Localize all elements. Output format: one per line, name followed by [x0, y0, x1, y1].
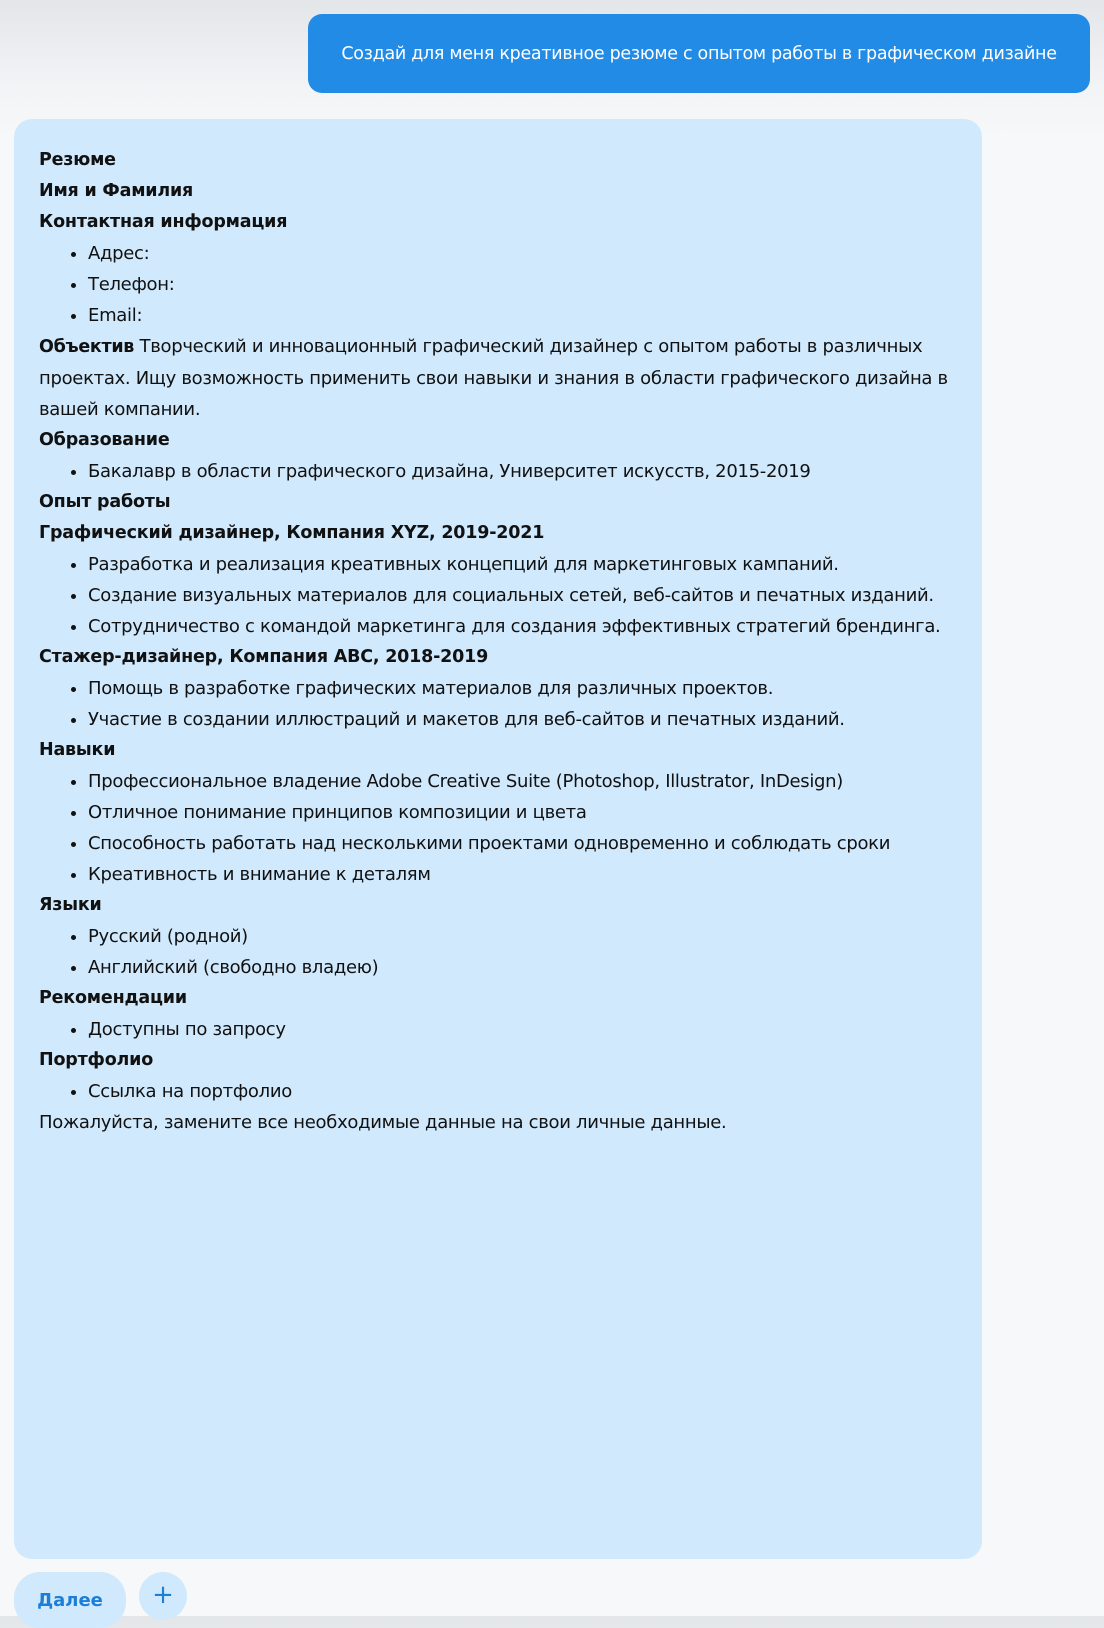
job-title: Графический дизайнер, Компания XYZ, 2019-2021: [39, 523, 545, 543]
languages-list: [39, 921, 957, 983]
add-button[interactable]: [139, 1572, 187, 1620]
resume-name: Имя и Фамилия: [39, 181, 194, 201]
plus-icon: +: [152, 1580, 174, 1610]
contact-list: [39, 238, 957, 331]
contact-heading: Контактная информация: [39, 212, 288, 232]
job-duties-list: [39, 549, 957, 642]
list-item: • Профессиональное владение Adobe Creative Suite (Photoshop, Illustrator, InDesign): [88, 766, 957, 797]
resume-title: Резюме: [39, 150, 116, 170]
list-item: • Помощь в разработке графических материалов для различных проектов.: [88, 673, 957, 704]
list-item: • Отличное понимание принципов композиции и цвета: [88, 797, 957, 828]
references-heading: Рекомендации: [39, 988, 187, 1008]
education-list: [39, 456, 957, 487]
portfolio-heading: Портфолио: [39, 1050, 154, 1070]
user-message-text: Создай для меня креативное резюме с опытом работы в графическом дизайне: [341, 43, 1057, 64]
skills-heading: Навыки: [39, 740, 116, 760]
list-item: • Креативность и внимание к деталям: [88, 859, 957, 890]
languages-heading: Языки: [39, 895, 102, 915]
references-list: [39, 1014, 957, 1045]
list-item: • Создание визуальных материалов для социальных сетей, веб-сайтов и печатных изданий.: [88, 580, 957, 611]
list-item: • Доступны по запросу: [88, 1014, 957, 1045]
list-item: • Русский (родной): [88, 921, 957, 952]
list-item: • Адрес:: [88, 238, 957, 269]
assistant-message-bubble: [14, 119, 982, 1559]
list-item: • Бакалавр в области графического дизайна, Университет искусств, 2015-2019: [88, 456, 957, 487]
education-heading: Образование: [39, 430, 170, 450]
closing-note: Пожалуйста, замените все необходимые данные на свои личные данные.: [39, 1112, 727, 1133]
list-item: • Разработка и реализация креативных концепций для маркетинговых кампаний.: [88, 549, 957, 580]
job-title: Стажер-дизайнер, Компания ABC, 2018-2019: [39, 647, 489, 667]
list-item: • Английский (свободно владею): [88, 952, 957, 983]
next-button[interactable]: Далее: [14, 1572, 126, 1628]
job-duties-list: [39, 673, 957, 735]
list-item: • Способность работать над несколькими проектами одновременно и соблюдать сроки: [88, 828, 957, 859]
list-item: • Сотрудничество с командой маркетинга для создания эффективных стратегий брендинга.: [88, 611, 957, 642]
list-item: • Email:: [88, 300, 957, 331]
objective-label: Объектив: [39, 337, 135, 357]
list-item: • Участие в создании иллюстраций и макетов для веб-сайтов и печатных изданий.: [88, 704, 957, 735]
list-item: • Телефон:: [88, 269, 957, 300]
objective-paragraph: [39, 331, 957, 425]
list-item: • Ссылка на портфолио: [88, 1076, 957, 1107]
skills-list: [39, 766, 957, 890]
objective-text: Творческий и инновационный графический дизайнер с опытом работы в различных проектах. Ищу возможность применить свои навыки и знания в области графического дизайна в вашей компании.: [39, 336, 948, 420]
experience-heading: Опыт работы: [39, 492, 171, 512]
portfolio-list: [39, 1076, 957, 1107]
user-message-bubble: [308, 14, 1090, 93]
